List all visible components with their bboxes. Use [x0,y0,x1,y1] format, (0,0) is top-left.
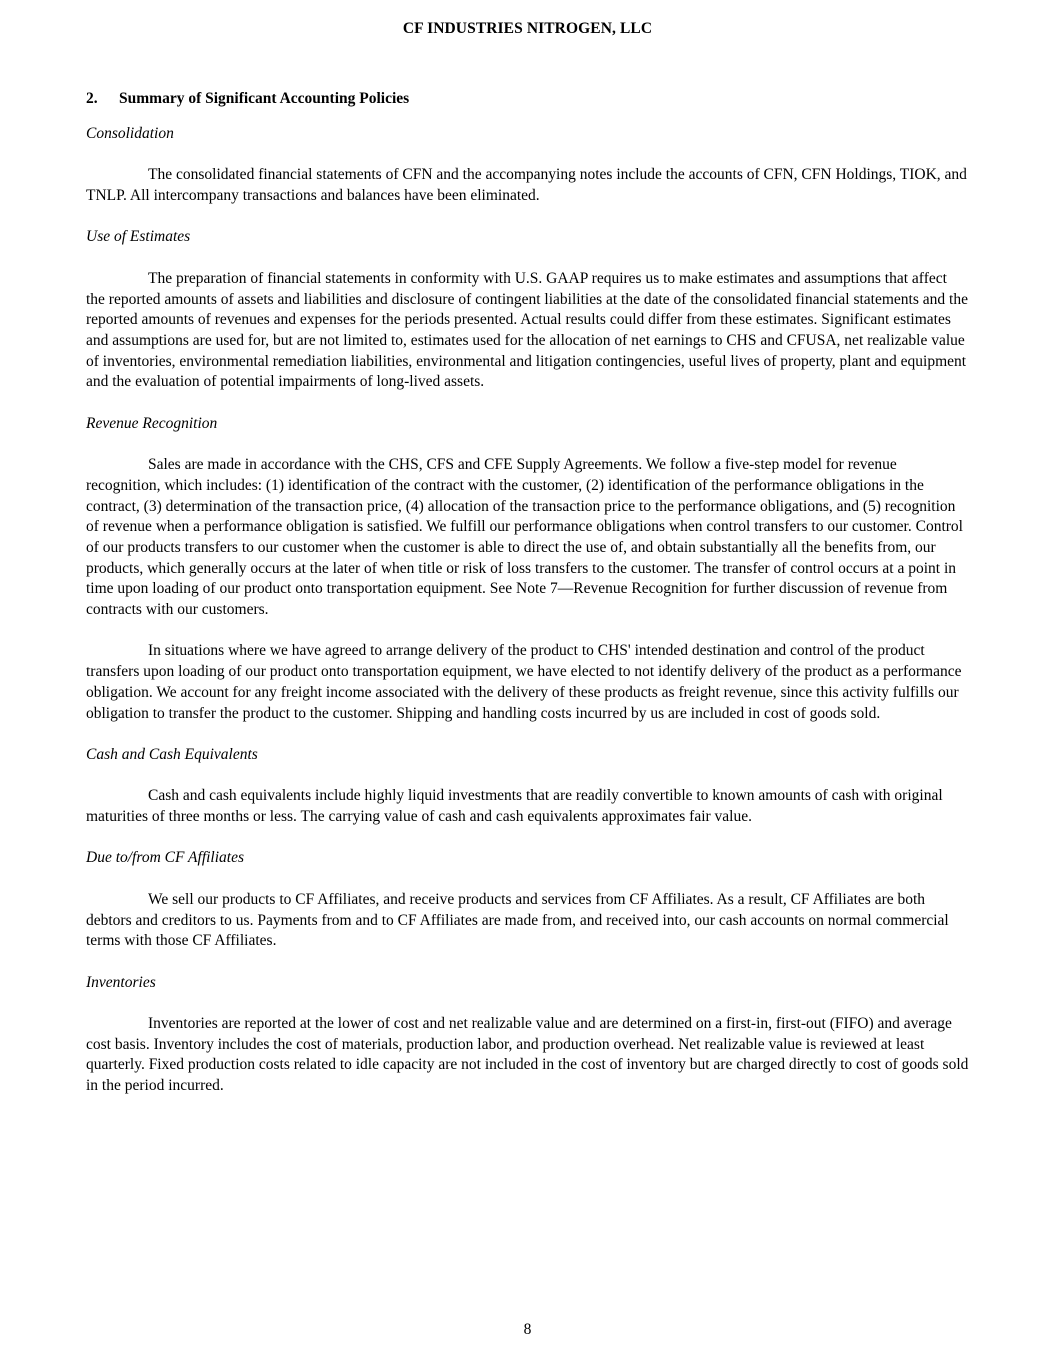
subheading: Cash and Cash Equivalents [86,745,258,763]
subheading: Use of Estimates [86,228,191,246]
paragraph: In situations where we have agreed to arrange delivery of the product to CHS' intended destination and control of the product transfers upon loading of our product onto transportation equipment, we have elected to not identify delivery of the product as a performance obligation. We account for any freight income associated with the delivery of these products as freight revenue, since this activity fulfills our obligation to transfer the product to the customer. Shipping and handling costs incurred by us are included in cost of goods sold. [86,642,962,722]
block-use-of-estimates [86,227,969,393]
subheading: Revenue Recognition [86,414,218,432]
section-title [86,90,409,108]
paragraph: Inventories are reported at the lower of cost and net realizable value and are determined on a first-in, first-out (FIFO) and average cost basis. Inventory includes the cost of materials, production labor, and production overhead. Net realizable value is reviewed at least quarterly. Fixed production costs related to idle capacity are not included in the cost of inventory but are charged directly to cost of goods sold in the period incurred. [86,1015,969,1095]
document-body [86,124,969,1118]
block-revenue-recognition [86,414,969,725]
section-title-text: Summary of Significant Accounting Policies [119,90,410,107]
subheading: Due to/from CF Affiliates [86,849,245,867]
block-consolidation [86,124,969,207]
paragraph: Cash and cash equivalents include highly liquid investments that are readily convertible to known amounts of cash with original maturities of three months or less. The carrying value of cash and cash equivalents approximates fair value. [86,787,943,826]
block-cf-affiliates [86,848,969,952]
subheading: Inventories [86,973,156,991]
section-number: 2. [86,90,98,107]
paragraph: Sales are made in accordance with the CHS, CFS and CFE Supply Agreements. We follow a five-step model for revenue recognition, which includes: (1) identification of the contract with the customer, (2) identification of the performance obligations in the contract, (3) determination of the transaction price, (4) allocation of the transaction price to the performance obligations, and (5) recognition of revenue when a performance obligation is satisfied. We fulfill our performance obligations when control transfers to our customer. Control of our products transfers to our customer when the customer is able to direct the use of, and obtain substantially all the benefits from, our products, which generally occurs at the later of when title or risk of loss transfers to the customer. The transfer of control occurs at a point in time upon loading of our product onto transportation equipment. See Note 7—Revenue Recognition for further discussion of revenue from contracts with our customers. [86,456,963,619]
block-inventories [86,973,969,1097]
paragraph: The preparation of financial statements in conformity with U.S. GAAP requires us to make estimates and assumptions that affect the reported amounts of assets and liabilities and disclosure of contingent liabilities at the date of the consolidated financial statements and the reported amounts of revenues and expenses for the periods presented. Actual results could differ from these estimates. Significant estimates and assumptions are used for, but are not limited to, estimates used for the allocation of net earnings to CHS and CFUSA, net realizable value of inventories, environmental remediation liabilities, environmental and litigation contingencies, useful lives of property, plant and equipment and the evaluation of potential impairments of long-lived assets. [86,269,968,391]
paragraph: We sell our products to CF Affiliates, and receive products and services from CF Affiliates. As a result, CF Affiliates are both debtors and creditors to us. Payments from and to CF Affiliates are made from, and received into, our cash accounts on normal commercial terms with those CF Affiliates. [86,890,949,950]
subheading: Consolidation [86,125,174,142]
paragraph: The consolidated financial statements of CFN and the accompanying notes include the accounts of CFN, CFN Holdings, TIOK, and TNLP. All intercompany transactions and balances have been eliminated. [86,166,967,205]
page-number: 8 [523,1321,532,1338]
block-cash-equivalents [86,745,969,828]
page-header: CF INDUSTRIES NITROGEN, LLC [402,20,653,37]
